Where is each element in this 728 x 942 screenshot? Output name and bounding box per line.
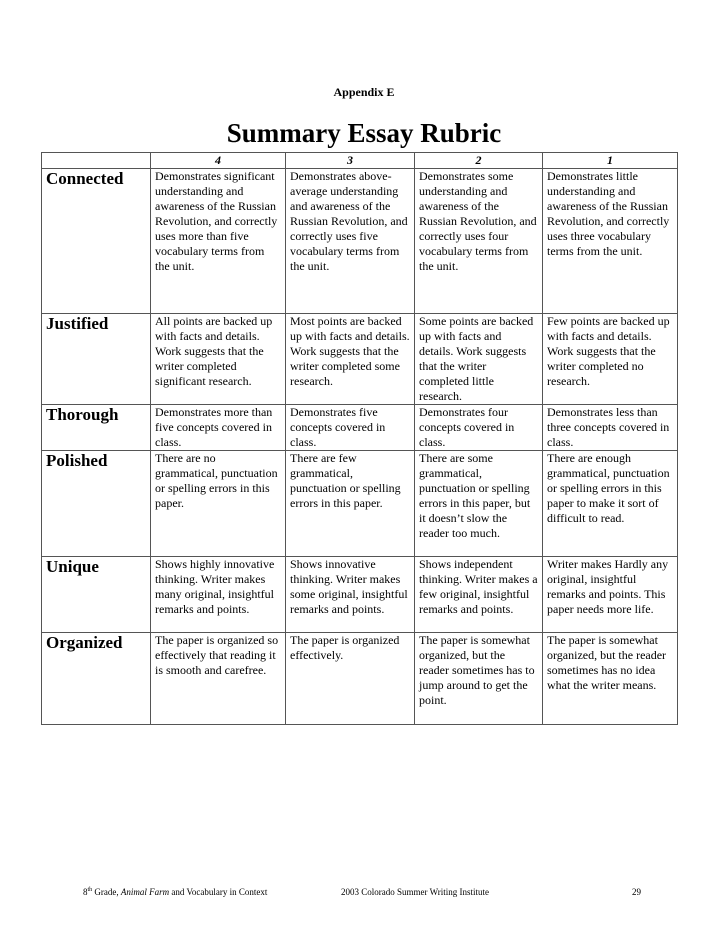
table-row <box>42 314 678 405</box>
header-cell-score-1: 1 <box>543 153 678 169</box>
table-row <box>42 169 678 314</box>
table-cell: Demonstrates five concepts covered in class. <box>286 405 415 451</box>
table-row <box>42 405 678 451</box>
table-cell: All points are backed up with facts and details. Work suggests that the writer completed significant research. <box>151 314 286 405</box>
header-cell-score-4: 4 <box>151 153 286 169</box>
criterion-cell: Unique <box>42 557 151 633</box>
table-cell: Demonstrates above-average understanding and awareness of the Russian Revolution, and correctly uses five vocabulary terms from the unit. <box>286 169 415 314</box>
table-cell: Demonstrates little understanding and awareness of the Russian Revolution, and correctly uses three vocabulary terms from the unit. <box>543 169 678 314</box>
page-footer <box>0 887 728 901</box>
table-cell: The paper is organized effectively. <box>286 633 415 725</box>
footer-grade-number: 8 <box>83 887 88 897</box>
table-cell: There are some grammatical, punctuation or spelling errors in this paper, but it doesn’t slow the reader too much. <box>415 451 543 557</box>
header-cell-criterion <box>42 153 151 169</box>
page-title: Summary Essay Rubric <box>226 118 502 148</box>
footer-grade-word: Grade, <box>92 887 121 897</box>
header-row <box>42 153 678 169</box>
criterion-cell: Polished <box>42 451 151 557</box>
table-cell: Demonstrates significant understanding and awareness of the Russian Revolution, and correctly uses more than five vocabulary terms from the unit. <box>151 169 286 314</box>
table-cell: The paper is somewhat organized, but the reader sometimes has to jump around to get the point. <box>415 633 543 725</box>
table-cell: There are few grammatical, punctuation or spelling errors in this paper. <box>286 451 415 557</box>
table-cell: Shows innovative thinking. Writer makes some original, insightful remarks and points. <box>286 557 415 633</box>
page-number: 29 <box>632 887 641 897</box>
table-cell: The paper is somewhat organized, but the reader sometimes has no idea what the writer means. <box>543 633 678 725</box>
table-row <box>42 451 678 557</box>
table-cell: Demonstrates more than five concepts covered in class. <box>151 405 286 451</box>
footer-institute: 2003 Colorado Summer Writing Institute <box>341 887 489 897</box>
table-cell: Most points are backed up with facts and details. Work suggests that the writer completed some research. <box>286 314 415 405</box>
table-cell: Demonstrates less than three concepts covered in class. <box>543 405 678 451</box>
footer-course <box>83 887 267 897</box>
table-row <box>42 557 678 633</box>
table-cell: Few points are backed up with facts and details. Work suggests that the writer completed no research. <box>543 314 678 405</box>
table-cell: Demonstrates four concepts covered in class. <box>415 405 543 451</box>
table-cell: The paper is organized so effectively that reading it is smooth and carefree. <box>151 633 286 725</box>
footer-grade-suffix: th <box>87 887 93 893</box>
appendix-label: Appendix E <box>333 85 395 99</box>
criterion-cell: Thorough <box>42 405 151 451</box>
table-cell: There are enough grammatical, punctuation or spelling errors in this paper to make it sort of difficult to read. <box>543 451 678 557</box>
footer-book-rest: and Vocabulary in Context <box>169 887 268 897</box>
criterion-cell: Organized <box>42 633 151 725</box>
rubric-table <box>41 152 678 725</box>
header-cell-score-3: 3 <box>286 153 415 169</box>
footer-book-title: Animal Farm <box>120 887 170 897</box>
header-cell-score-2: 2 <box>415 153 543 169</box>
criterion-cell: Justified <box>42 314 151 405</box>
criterion-cell: Connected <box>42 169 151 314</box>
table-cell: Some points are backed up with facts and details. Work suggests that the writer completed little research. <box>415 314 543 405</box>
table-cell: Writer makes Hardly any original, insightful remarks and points. This paper needs more life. <box>543 557 678 633</box>
table-cell: There are no grammatical, punctuation or spelling errors in this paper. <box>151 451 286 557</box>
table-row <box>42 633 678 725</box>
table-cell: Demonstrates some understanding and awareness of the Russian Revolution, and correctly uses four vocabulary terms from the unit. <box>415 169 543 314</box>
table-cell: Shows independent thinking. Writer makes a few original, insightful remarks and points. <box>415 557 543 633</box>
table-cell: Shows highly innovative thinking. Writer makes many original, insightful remarks and points. <box>151 557 286 633</box>
